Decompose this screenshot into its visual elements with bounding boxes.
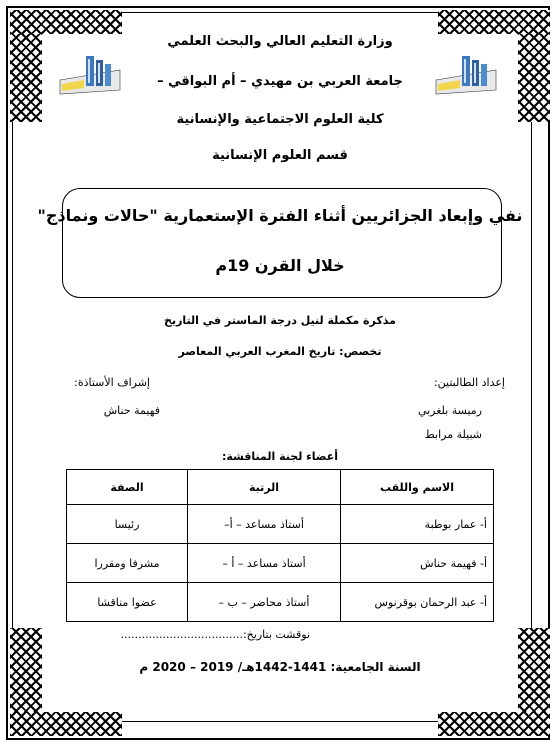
- specialty: تخصص: تاريخ المغرب العربي المعاصر: [178, 345, 382, 358]
- university-logo-left: [56, 50, 124, 96]
- header-rank: الرتبة: [188, 470, 341, 505]
- jury-member-name: أ- عبد الرحمان بوقرنوس: [341, 583, 494, 622]
- student-name-1: رميسة بلغربي: [417, 404, 482, 417]
- students-label: إعداد الطالبتين:: [433, 376, 505, 389]
- faculty-name: كلية العلوم الاجتماعية والإنسانية: [176, 112, 384, 127]
- supervisor-label: إشراف الأستاذة:: [74, 376, 150, 389]
- supervisor-name: فهيمة حناش: [103, 404, 160, 417]
- table-row: [67, 505, 494, 544]
- university-name: جامعة العربي بن مهيدي – أم البواقي –: [157, 74, 403, 89]
- degree-statement: مذكرة مكملة لنيل درجة الماستر في التاريخ: [164, 314, 396, 327]
- header-name: الاسم واللقب: [341, 470, 494, 505]
- corner-ornament-bottom-right-h: [438, 712, 550, 736]
- table-row: [67, 544, 494, 583]
- corner-ornament-top-right-h: [438, 10, 550, 34]
- defense-date: نوقشت بتاريخ:...................................: [120, 628, 310, 641]
- thesis-title-box: [62, 188, 502, 298]
- thesis-title-line1: نفي وإبعاد الجزائريين أثناء الفترة الإستعمارية "حالات ونماذج": [37, 206, 523, 225]
- jury-member-name: أ- عمار بوطبة: [341, 505, 494, 544]
- jury-member-rank: أستاذ مساعد – أ –: [188, 544, 341, 583]
- jury-label: أعضاء لجنة المناقشة:: [221, 450, 339, 463]
- table-header-row: [67, 470, 494, 505]
- university-logo-right: [432, 50, 500, 96]
- jury-member-name: أ- فهيمة حناش: [341, 544, 494, 583]
- department-name: قسم العلوم الإنسانية: [212, 148, 348, 163]
- ministry-name: وزارة التعليم العالي والبحث العلمي: [167, 34, 393, 49]
- header-role: الصفة: [67, 470, 188, 505]
- thesis-title-line2: خلال القرن 19م: [215, 256, 345, 275]
- jury-table: [66, 469, 494, 622]
- student-name-2: شبيلة مرابط: [424, 428, 482, 441]
- academic-year: السنة الجامعية: 1441-1442هـ/ 2019 – 2020 م: [139, 660, 421, 674]
- jury-member-rank: أستاذ مساعد – أ–: [188, 505, 341, 544]
- corner-ornament-top-left-h: [10, 10, 122, 34]
- jury-member-role: رئيسا: [67, 505, 188, 544]
- jury-member-rank: أستاذ محاضر – ب –: [188, 583, 341, 622]
- corner-ornament-bottom-left-h: [10, 712, 122, 736]
- jury-member-role: مشرفا ومقررا: [67, 544, 188, 583]
- table-row: [67, 583, 494, 622]
- jury-member-role: عضوا مناقشا: [67, 583, 188, 622]
